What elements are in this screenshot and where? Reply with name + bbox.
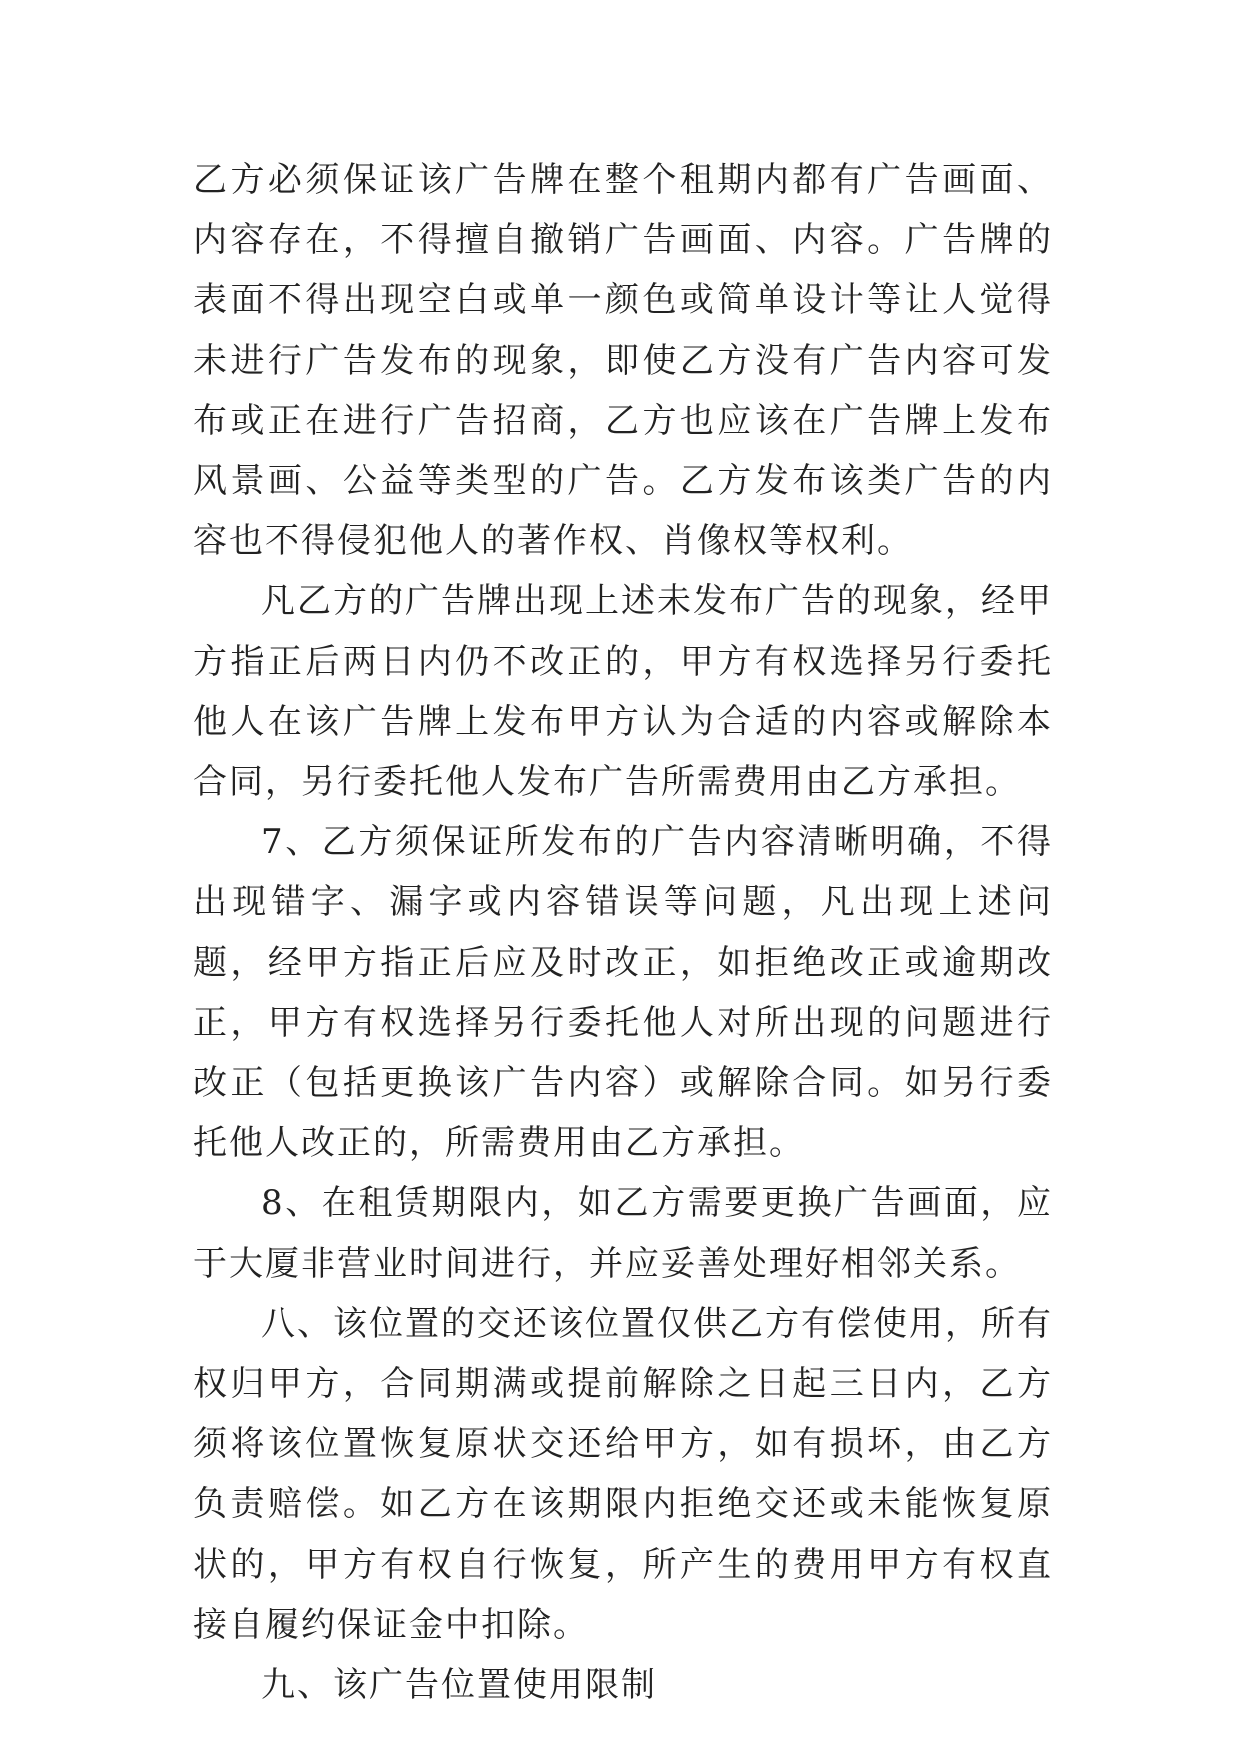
paragraph: 九、该广告位置使用限制 bbox=[261, 1665, 657, 1706]
paragraph: 7、乙方须保证所发布的广告内容清晰明确，不得出现错字、漏字或内容错误等问题，凡出现上述问题，经甲方指正后应及时改正，如拒绝改正或逾期改正，甲方有权选择另行委托他人对所出现的问题进行改正（包括更换该广告内容）或解除合同。如另行委托他人改正的，所需费用由乙方承担。 bbox=[193, 822, 1053, 1164]
paragraph: 八、该位置的交还该位置仅供乙方有偿使用，所有权归甲方，合同期满或提前解除之日起三日内，乙方须将该位置恢复原状交还给甲方，如有损坏，由乙方负责赔偿。如乙方在该期限内拒绝交还或未能恢复原状的，甲方有权自行恢复，所产生的费用甲方有权直接自履约保证金中扣除。 bbox=[193, 1303, 1053, 1645]
paragraph: 凡乙方的广告牌出现上述未发布广告的现象，经甲方指正后两日内仍不改正的，甲方有权选择另行委托他人在该广告牌上发布甲方认为合适的内容或解除本合同，另行委托他人发布广告所需费用由乙方承担。 bbox=[193, 581, 1053, 803]
paragraph: 8、在租赁期限内，如乙方需要更换广告画面，应于大厦非营业时间进行，并应妥善处理好相邻关系。 bbox=[193, 1183, 1053, 1284]
paragraph: 乙方必须保证该广告牌在整个租期内都有广告画面、内容存在，不得擅自撤销广告画面、内容。广告牌的表面不得出现空白或单一颜色或简单设计等让人觉得未进行广告发布的现象，即使乙方没有广告内容可发布或正在进行广告招商，乙方也应该在广告牌上发布风景画、公益等类型的广告。乙方发布该类广告的内容也不得侵犯他人的著作权、肖像权等权利。 bbox=[193, 160, 1053, 562]
document-body bbox=[193, 150, 1053, 1715]
